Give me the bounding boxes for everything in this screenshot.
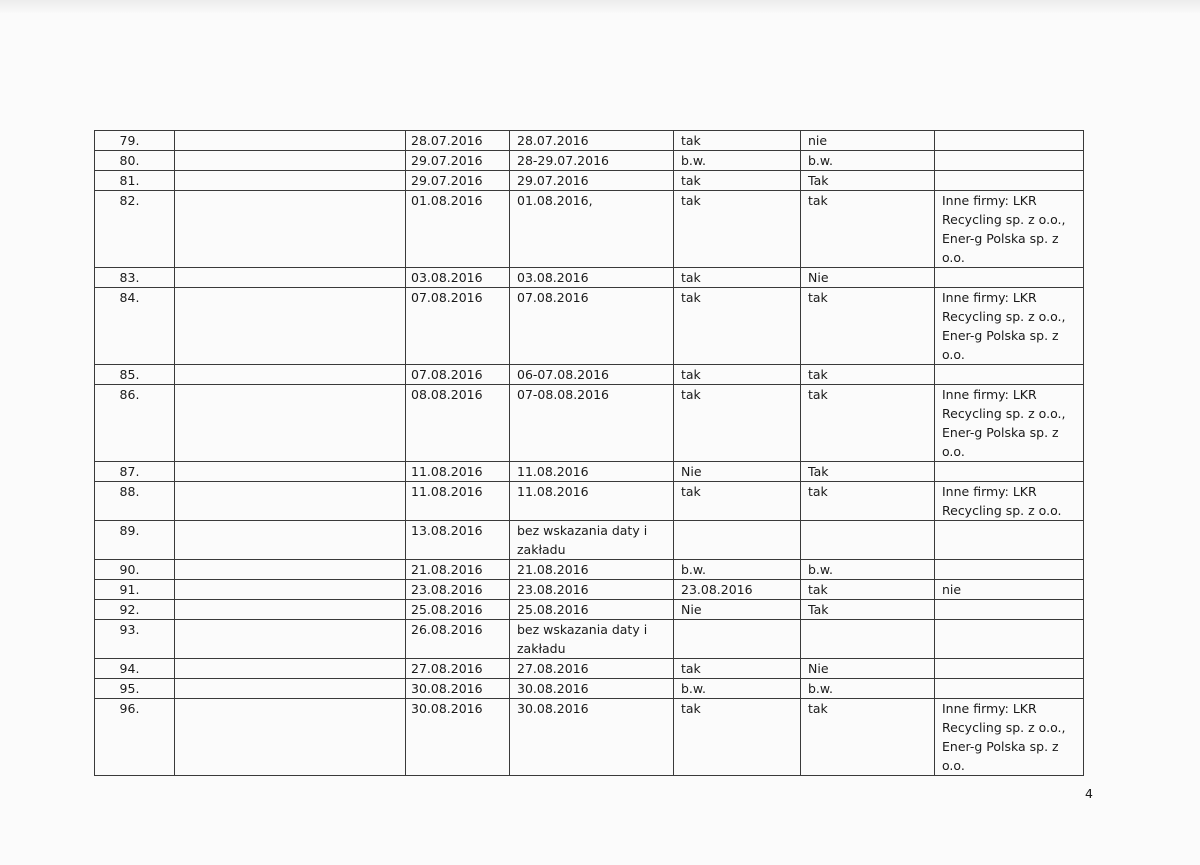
table-cell-c7: Inne firmy: LKR Recycling sp. z o.o. bbox=[935, 482, 1084, 521]
table-cell-c7: Inne firmy: LKR Recycling sp. z o.o., Ener-g Polska sp. z o.o. bbox=[935, 699, 1084, 776]
table-cell-c3: 29.07.2016 bbox=[406, 151, 510, 171]
table-cell-c5 bbox=[674, 521, 801, 560]
table-cell-c2 bbox=[175, 288, 406, 365]
table-cell-c6: Tak bbox=[801, 462, 935, 482]
table-cell-c3: 29.07.2016 bbox=[406, 171, 510, 191]
table-cell-c3: 30.08.2016 bbox=[406, 679, 510, 699]
table-cell-c6: Nie bbox=[801, 659, 935, 679]
table-row bbox=[95, 482, 1084, 521]
row-number-cell: 80. bbox=[95, 151, 175, 171]
table-cell-c7 bbox=[935, 659, 1084, 679]
row-number-cell: 96. bbox=[95, 699, 175, 776]
table-row bbox=[95, 699, 1084, 776]
table-cell-c4: 27.08.2016 bbox=[510, 659, 674, 679]
table-cell-c5: tak bbox=[674, 288, 801, 365]
table-cell-c5 bbox=[674, 620, 801, 659]
row-number-cell: 79. bbox=[95, 131, 175, 151]
table-cell-c7: nie bbox=[935, 580, 1084, 600]
table-cell-c5: tak bbox=[674, 191, 801, 268]
table-cell-c7 bbox=[935, 365, 1084, 385]
table-cell-c6: tak bbox=[801, 699, 935, 776]
table-cell-c5: tak bbox=[674, 699, 801, 776]
table-cell-c2 bbox=[175, 462, 406, 482]
table-cell-c3: 23.08.2016 bbox=[406, 580, 510, 600]
table-cell-c3: 13.08.2016 bbox=[406, 521, 510, 560]
table-cell-c3: 03.08.2016 bbox=[406, 268, 510, 288]
table-cell-c7 bbox=[935, 268, 1084, 288]
table-cell-c7 bbox=[935, 679, 1084, 699]
table-cell-c4: 23.08.2016 bbox=[510, 580, 674, 600]
table-cell-c4: 07-08.08.2016 bbox=[510, 385, 674, 462]
table-row bbox=[95, 171, 1084, 191]
table-cell-c6: b.w. bbox=[801, 151, 935, 171]
table-cell-c2 bbox=[175, 521, 406, 560]
table-cell-c5: tak bbox=[674, 171, 801, 191]
table-cell-c6: Nie bbox=[801, 268, 935, 288]
table-cell-c6: Tak bbox=[801, 171, 935, 191]
table-cell-c3: 30.08.2016 bbox=[406, 699, 510, 776]
records-table-body bbox=[95, 131, 1084, 776]
table-cell-c6: tak bbox=[801, 191, 935, 268]
table-cell-c7 bbox=[935, 521, 1084, 560]
table-cell-c7 bbox=[935, 462, 1084, 482]
table-cell-c6 bbox=[801, 620, 935, 659]
table-cell-c4: 21.08.2016 bbox=[510, 560, 674, 580]
table-cell-c2 bbox=[175, 679, 406, 699]
table-cell-c2 bbox=[175, 600, 406, 620]
table-cell-c5: 23.08.2016 bbox=[674, 580, 801, 600]
table-cell-c5: b.w. bbox=[674, 560, 801, 580]
scan-top-edge bbox=[0, 0, 1200, 14]
table-cell-c6 bbox=[801, 521, 935, 560]
table-cell-c6: tak bbox=[801, 385, 935, 462]
table-cell-c4: bez wskazania daty i zakładu bbox=[510, 620, 674, 659]
table-cell-c5: tak bbox=[674, 482, 801, 521]
table-cell-c3: 11.08.2016 bbox=[406, 482, 510, 521]
table-row bbox=[95, 365, 1084, 385]
row-number-cell: 88. bbox=[95, 482, 175, 521]
table-cell-c2 bbox=[175, 482, 406, 521]
table-row bbox=[95, 151, 1084, 171]
row-number-cell: 89. bbox=[95, 521, 175, 560]
row-number-cell: 93. bbox=[95, 620, 175, 659]
table-row bbox=[95, 268, 1084, 288]
table-cell-c2 bbox=[175, 580, 406, 600]
table-cell-c6: Tak bbox=[801, 600, 935, 620]
table-row bbox=[95, 659, 1084, 679]
table-cell-c7: Inne firmy: LKR Recycling sp. z o.o., Ener-g Polska sp. z o.o. bbox=[935, 288, 1084, 365]
table-row bbox=[95, 385, 1084, 462]
table-cell-c7 bbox=[935, 620, 1084, 659]
table-cell-c2 bbox=[175, 699, 406, 776]
table-cell-c4: 29.07.2016 bbox=[510, 171, 674, 191]
table-cell-c4: 11.08.2016 bbox=[510, 462, 674, 482]
table-cell-c4: 28-29.07.2016 bbox=[510, 151, 674, 171]
table-cell-c7 bbox=[935, 171, 1084, 191]
table-cell-c4: 06-07.08.2016 bbox=[510, 365, 674, 385]
page-number: 4 bbox=[1085, 786, 1093, 801]
table-row bbox=[95, 521, 1084, 560]
table-cell-c3: 26.08.2016 bbox=[406, 620, 510, 659]
table-cell-c6: nie bbox=[801, 131, 935, 151]
table-row bbox=[95, 191, 1084, 268]
table-cell-c7 bbox=[935, 600, 1084, 620]
table-cell-c2 bbox=[175, 191, 406, 268]
table-row bbox=[95, 131, 1084, 151]
table-cell-c5: Nie bbox=[674, 600, 801, 620]
row-number-cell: 91. bbox=[95, 580, 175, 600]
table-cell-c2 bbox=[175, 268, 406, 288]
table-cell-c5: b.w. bbox=[674, 679, 801, 699]
table-cell-c4: 11.08.2016 bbox=[510, 482, 674, 521]
table-cell-c4: 07.08.2016 bbox=[510, 288, 674, 365]
table-cell-c6: b.w. bbox=[801, 560, 935, 580]
table-cell-c3: 11.08.2016 bbox=[406, 462, 510, 482]
table-cell-c3: 27.08.2016 bbox=[406, 659, 510, 679]
table-cell-c5: tak bbox=[674, 365, 801, 385]
table-cell-c5: b.w. bbox=[674, 151, 801, 171]
row-number-cell: 90. bbox=[95, 560, 175, 580]
table-row bbox=[95, 679, 1084, 699]
table-cell-c2 bbox=[175, 560, 406, 580]
table-cell-c4: 25.08.2016 bbox=[510, 600, 674, 620]
table-row bbox=[95, 620, 1084, 659]
records-table bbox=[94, 130, 1084, 776]
table-cell-c3: 08.08.2016 bbox=[406, 385, 510, 462]
table-cell-c2 bbox=[175, 131, 406, 151]
table-row bbox=[95, 600, 1084, 620]
table-cell-c2 bbox=[175, 659, 406, 679]
table-cell-c4: 30.08.2016 bbox=[510, 679, 674, 699]
table-cell-c4: 30.08.2016 bbox=[510, 699, 674, 776]
table-cell-c2 bbox=[175, 385, 406, 462]
table-cell-c5: tak bbox=[674, 385, 801, 462]
table-row bbox=[95, 288, 1084, 365]
row-number-cell: 92. bbox=[95, 600, 175, 620]
row-number-cell: 85. bbox=[95, 365, 175, 385]
table-cell-c7 bbox=[935, 560, 1084, 580]
table-cell-c7: Inne firmy: LKR Recycling sp. z o.o., Ener-g Polska sp. z o.o. bbox=[935, 385, 1084, 462]
table-cell-c2 bbox=[175, 620, 406, 659]
table-row bbox=[95, 560, 1084, 580]
table-cell-c6: tak bbox=[801, 365, 935, 385]
table-cell-c3: 28.07.2016 bbox=[406, 131, 510, 151]
table-cell-c2 bbox=[175, 171, 406, 191]
table-cell-c6: b.w. bbox=[801, 679, 935, 699]
table-cell-c5: tak bbox=[674, 268, 801, 288]
table-cell-c2 bbox=[175, 151, 406, 171]
table-cell-c4: 03.08.2016 bbox=[510, 268, 674, 288]
table-cell-c3: 25.08.2016 bbox=[406, 600, 510, 620]
table-cell-c5: tak bbox=[674, 659, 801, 679]
row-number-cell: 95. bbox=[95, 679, 175, 699]
row-number-cell: 83. bbox=[95, 268, 175, 288]
row-number-cell: 86. bbox=[95, 385, 175, 462]
table-row bbox=[95, 462, 1084, 482]
row-number-cell: 84. bbox=[95, 288, 175, 365]
table-cell-c4: 28.07.2016 bbox=[510, 131, 674, 151]
table-cell-c7 bbox=[935, 151, 1084, 171]
table-cell-c5: Nie bbox=[674, 462, 801, 482]
table-cell-c4: 01.08.2016, bbox=[510, 191, 674, 268]
table-row bbox=[95, 580, 1084, 600]
table-cell-c3: 07.08.2016 bbox=[406, 288, 510, 365]
row-number-cell: 87. bbox=[95, 462, 175, 482]
table-cell-c6: tak bbox=[801, 482, 935, 521]
row-number-cell: 82. bbox=[95, 191, 175, 268]
table-cell-c3: 07.08.2016 bbox=[406, 365, 510, 385]
table-cell-c5: tak bbox=[674, 131, 801, 151]
row-number-cell: 94. bbox=[95, 659, 175, 679]
table-cell-c6: tak bbox=[801, 288, 935, 365]
table-cell-c7: Inne firmy: LKR Recycling sp. z o.o., Ener-g Polska sp. z o.o. bbox=[935, 191, 1084, 268]
table-cell-c7 bbox=[935, 131, 1084, 151]
table-cell-c3: 21.08.2016 bbox=[406, 560, 510, 580]
table-cell-c6: tak bbox=[801, 580, 935, 600]
table-cell-c4: bez wskazania daty i zakładu bbox=[510, 521, 674, 560]
table-cell-c2 bbox=[175, 365, 406, 385]
row-number-cell: 81. bbox=[95, 171, 175, 191]
table-cell-c3: 01.08.2016 bbox=[406, 191, 510, 268]
